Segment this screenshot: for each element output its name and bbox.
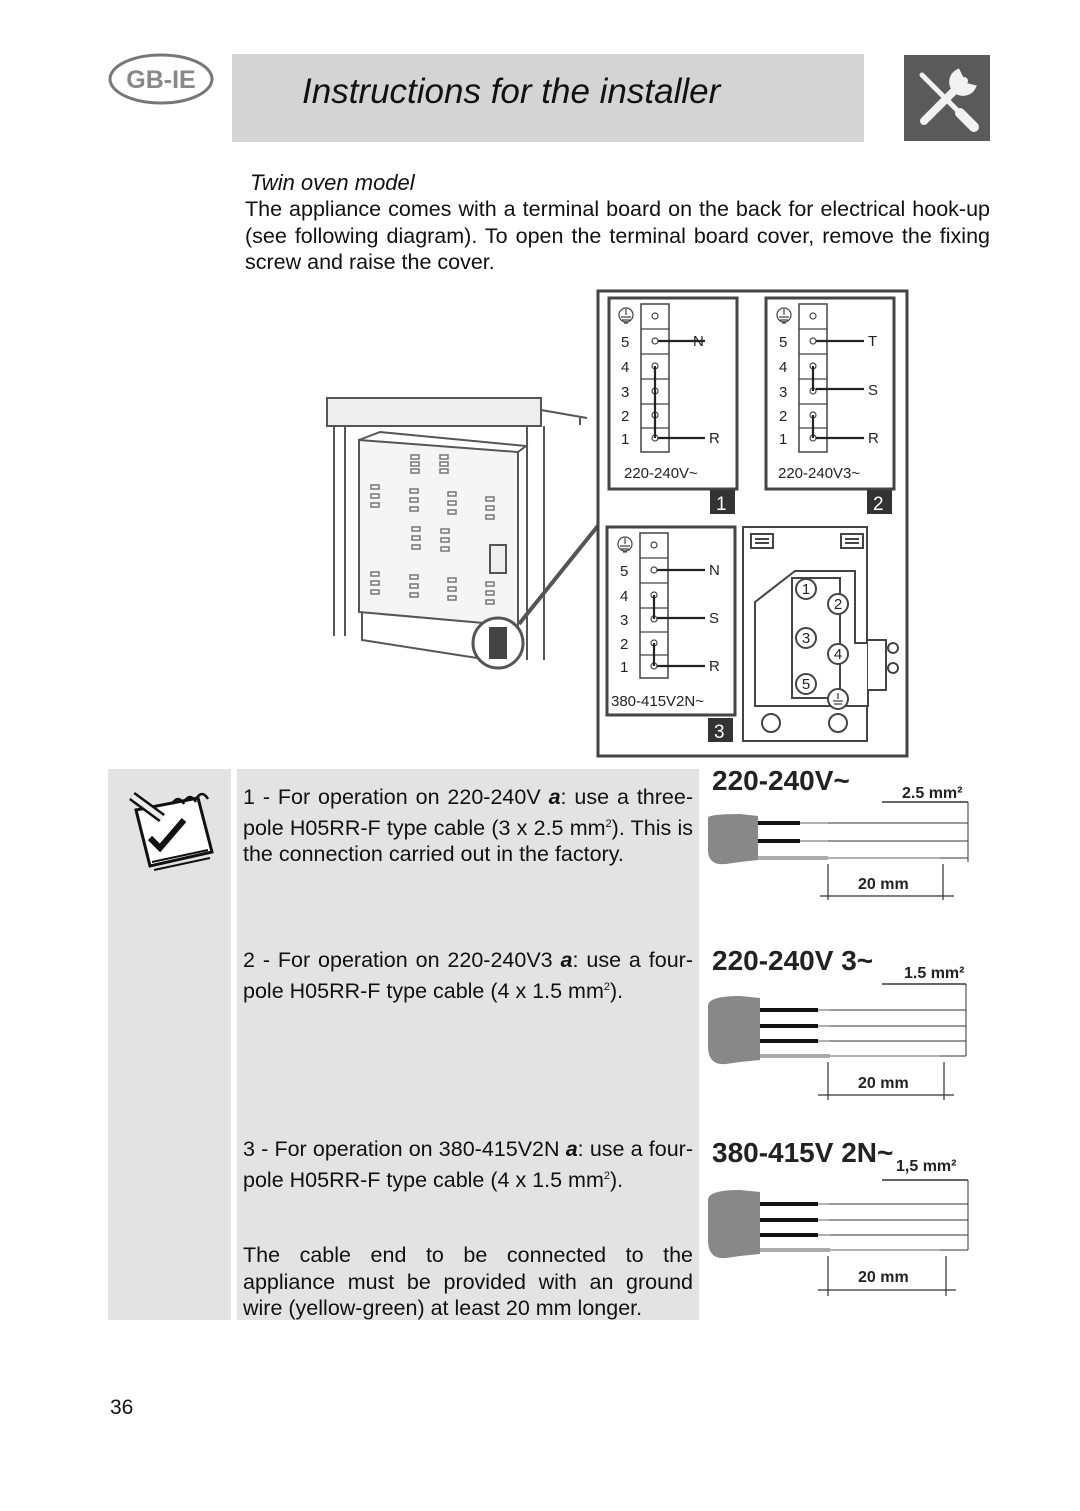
terminal-num: 2 [779, 408, 788, 425]
cable-voltage: 220-240V 3~ [712, 945, 874, 976]
terminal-num: 5 [620, 563, 629, 580]
page-number: 36 [110, 1396, 134, 1419]
cable-length: 20 mm [858, 1269, 909, 1286]
cable-3 [708, 1137, 968, 1296]
block-terminal-num: 5 [801, 676, 811, 693]
cable-voltage: 220-240V~ [712, 765, 850, 796]
cable-length: 20 mm [858, 1075, 909, 1092]
cable-length: 20 mm [858, 876, 909, 893]
wire-label: N [709, 562, 720, 579]
cable-section: 1.5 mm² [904, 965, 965, 982]
cable-2 [708, 945, 966, 1100]
ground-wire-note: The cable end to be connected to the appliance must be provided with an ground wire (yellow-green) at least 20 mm longer. [243, 1243, 693, 1320]
terminal-num: 5 [621, 334, 630, 351]
intro-paragraph: The appliance comes with a terminal board on the back for electrical hook-up (see following diagram). To open the terminal board cover, remove the fixing screw and raise the cover. [245, 197, 990, 274]
logo-text: GB-IE [126, 66, 196, 94]
terminal-num: 1 [779, 431, 788, 448]
terminal-num: 2 [621, 408, 630, 425]
cable-1 [708, 765, 968, 900]
notepad-pencil-icon [122, 782, 220, 880]
terminal-num: 3 [779, 384, 788, 401]
board-number: 1 [716, 494, 727, 515]
terminal-num: 1 [621, 431, 630, 448]
section-subtitle: Twin oven model [250, 170, 415, 195]
terminal-num: 1 [620, 659, 629, 676]
cable-voltage: 380-415V 2N~ [712, 1137, 894, 1168]
board-voltage: 380-415V2N~ [611, 693, 704, 710]
terminal-num: 4 [620, 588, 629, 605]
block-terminal-num: 1 [801, 581, 811, 598]
terminal-board-1 [609, 298, 737, 515]
wire-label: R [868, 430, 879, 447]
wire-label: S [868, 382, 879, 399]
terminal-board-2 [766, 298, 894, 515]
terminal-num: 4 [779, 359, 788, 376]
board-number: 3 [714, 722, 725, 743]
cable-diagrams [700, 760, 990, 1320]
block-terminal-num: 4 [833, 646, 843, 663]
terminal-num: 3 [620, 612, 629, 629]
terminal-num: 4 [621, 359, 630, 376]
wire-label: R [709, 430, 720, 447]
board-number: 2 [873, 494, 884, 515]
oven-illustration [327, 398, 605, 668]
board-voltage: 220-240V3~ [778, 465, 861, 482]
cable-section: 2.5 mm² [902, 785, 963, 802]
wire-label: S [709, 610, 720, 627]
wire-label: N [693, 333, 704, 350]
board-voltage: 220-240V~ [624, 465, 698, 482]
cable-section: 1,5 mm² [896, 1158, 957, 1175]
terminal-num: 2 [620, 636, 629, 653]
block-terminal-num: 3 [801, 630, 811, 647]
terminal-num: 3 [621, 384, 630, 401]
page-title: Instructions for the installer [302, 72, 721, 111]
block-terminal-num: 2 [833, 596, 843, 613]
wire-label: T [868, 333, 878, 350]
terminal-board-3 [607, 527, 735, 743]
instruction-1: 1 - For operation on 220-240V a: use a three-pole H05RR-F type cable (3 x 2.5 $mm^2$). This is the connection carried out in the factory. [243, 785, 693, 867]
instruction-2: 2 - For operation on 220-240V3 a: use a four-pole H05RR-F type cable (4 x 1.5 $mm^2$). [243, 948, 693, 1003]
instruction-3: 3 - For operation on 380-415V2N a: use a four-pole H05RR-F type cable (4 x 1.5 $mm^2$). [243, 1137, 693, 1192]
wire-label: R [709, 658, 720, 675]
terminal-num: 5 [779, 334, 788, 351]
